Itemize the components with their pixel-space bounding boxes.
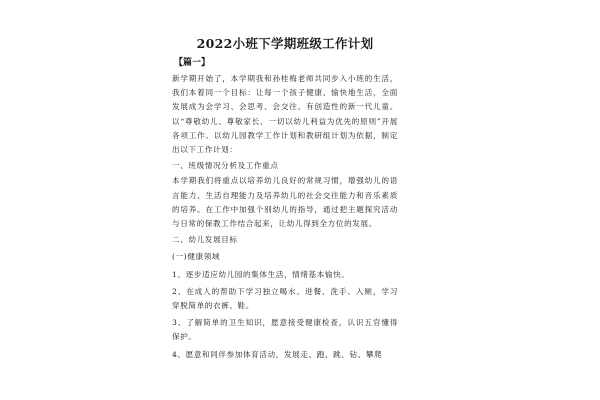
document-body <box>172 36 398 365</box>
class-analysis-paragraph: 本学期我们将重点以培养幼儿良好的常规习惯，增强幼儿的语言能力、生活自理能力及培养幼儿的社会交往能力和音乐素质的培养。在工作中加强个别幼儿的指导，通过把主题探究活动与日常的保教工作结合起来，让幼儿得到全方位的发展。 <box>172 176 398 229</box>
intro-paragraph: 新学期开始了，本学期我和孙桂梅老师共同步入小班的生活，我们本着同一个目标：让每一个孩子健康、愉快地生活，全面发展成为会学习、会思考、会交往、有创造性的新一代儿童。以“尊敬幼儿、尊敬家长、一切以幼儿利益为优先的原则”开展各项工作。以幼儿园教学工作计划和教研组计划为依据，制定出以下工作计划： <box>172 74 398 155</box>
list-item: 2、在成人的帮助下学习独立喝水、进餐、洗手、入厕，学习穿脱简单的衣裤、鞋。 <box>172 286 398 311</box>
heading-health-domain: (一)健康领域 <box>172 252 221 262</box>
document-title: 2022小班下学期班级工作计划 <box>196 36 374 51</box>
heading-development-goals: 二、幼儿发展目标 <box>172 235 238 245</box>
list-item: 4、愿意和同伴参加体育活动，发展走、跑、跳、钻、攀爬 <box>172 349 383 359</box>
list-item: 1、逐步适应幼儿园的集体生活，情绪基本愉快。 <box>172 269 350 279</box>
section-tag: 【篇一】 <box>174 58 211 68</box>
list-item: 3、了解简单的卫生知识，愿意接受健康检查，认识五官懂得保护。 <box>172 318 398 342</box>
heading-class-analysis: 一、班级情况分析及工作重点 <box>172 161 279 171</box>
